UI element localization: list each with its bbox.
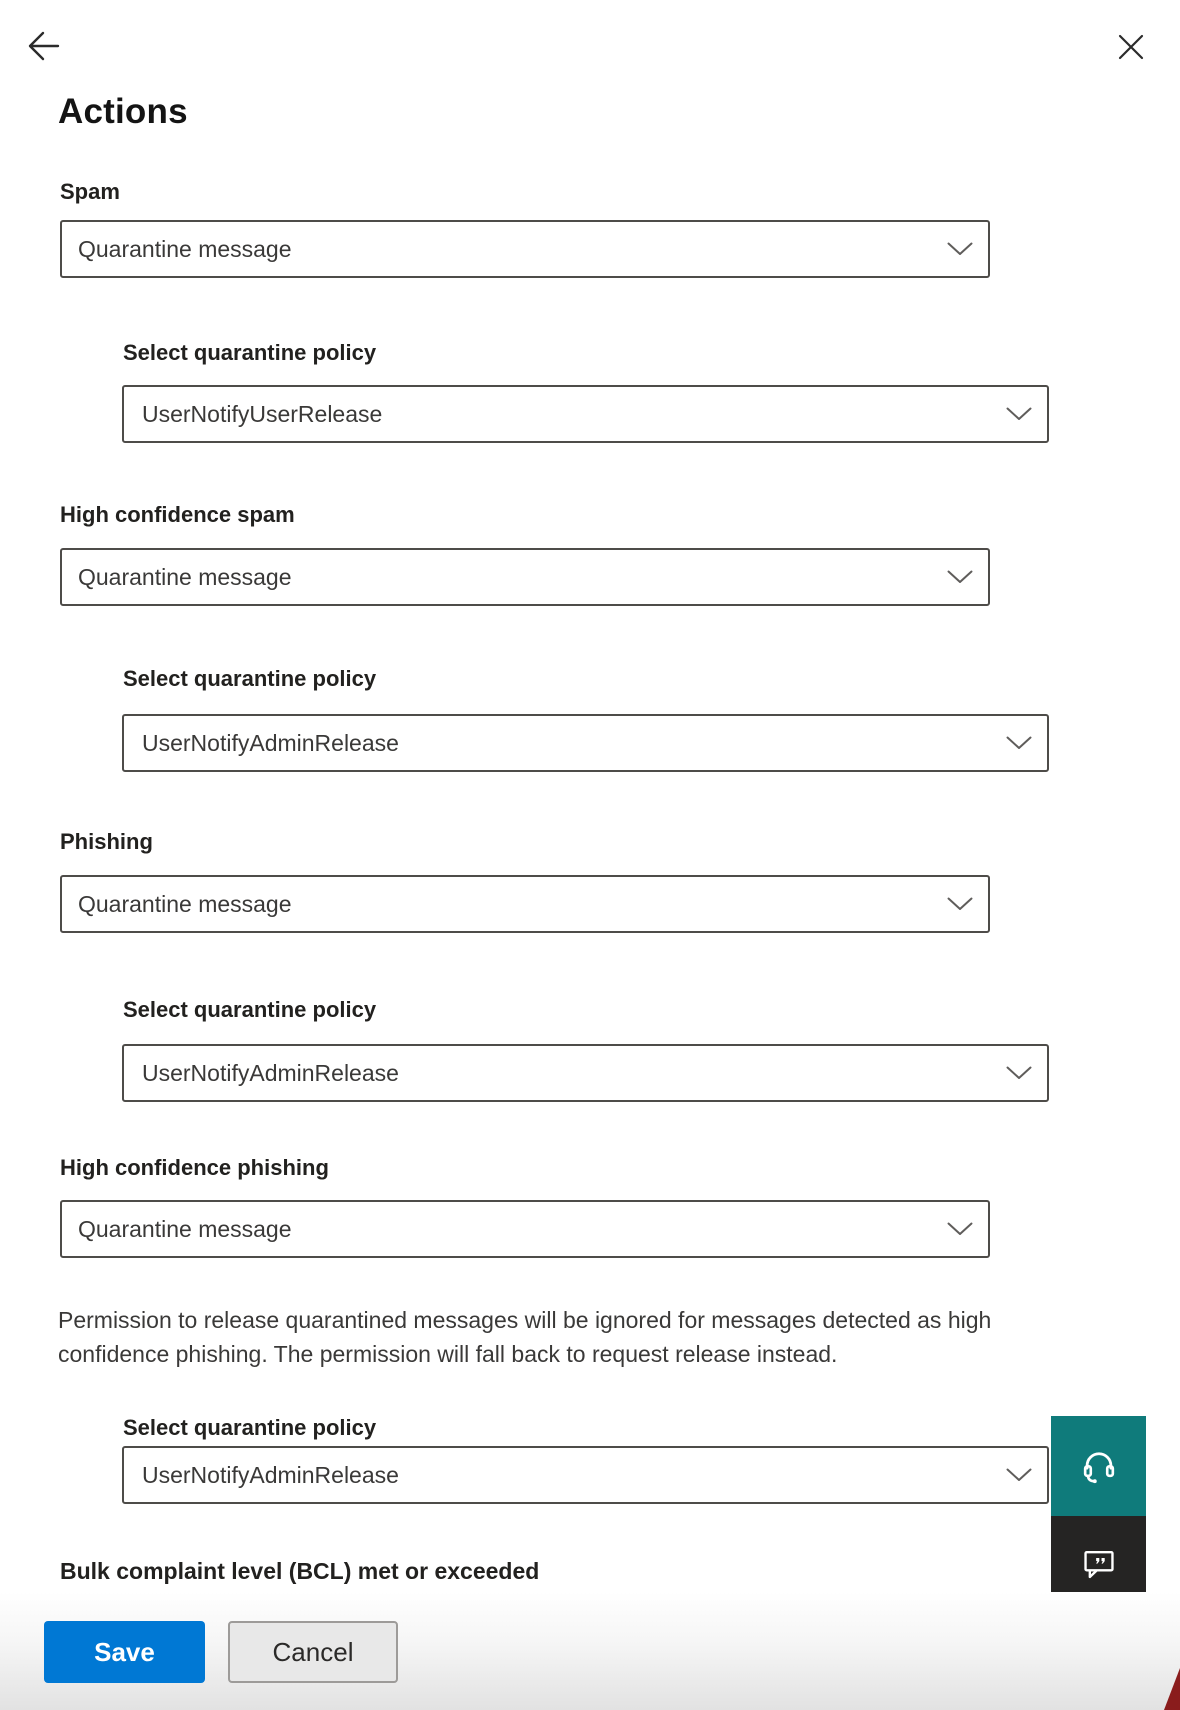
high-confidence-phishing-action-dropdown[interactable] xyxy=(60,1200,990,1258)
spam-policy-dropdown[interactable] xyxy=(122,385,1049,443)
dropdown-value: UserNotifyUserRelease xyxy=(142,400,383,427)
dropdown-value: UserNotifyAdminRelease xyxy=(142,729,399,756)
headset-icon xyxy=(1078,1445,1120,1487)
chevron-down-icon xyxy=(947,570,973,584)
chevron-down-icon xyxy=(947,1222,973,1236)
chevron-down-icon xyxy=(947,897,973,911)
section-label-spam: Spam xyxy=(60,179,120,204)
chevron-down-icon xyxy=(1006,407,1032,421)
section-label-high-confidence-spam: High confidence spam xyxy=(60,502,295,527)
dropdown-value: Quarantine message xyxy=(78,1215,292,1242)
spam-action-dropdown[interactable] xyxy=(60,220,990,278)
save-button[interactable]: Save xyxy=(44,1621,205,1683)
arrow-left-icon xyxy=(26,30,60,62)
chat-bubble-icon xyxy=(1080,1545,1118,1583)
chevron-down-icon xyxy=(1006,1468,1032,1482)
close-icon xyxy=(1118,34,1144,60)
policy-label: Select quarantine policy xyxy=(123,340,377,365)
chevron-down-icon xyxy=(947,242,973,256)
corner-decoration xyxy=(1164,1668,1180,1710)
high-confidence-spam-policy-dropdown[interactable] xyxy=(122,714,1049,772)
high-confidence-spam-action-dropdown[interactable] xyxy=(60,548,990,606)
section-label-phishing: Phishing xyxy=(60,829,153,854)
page-title: Actions xyxy=(58,92,188,131)
help-button[interactable] xyxy=(1051,1416,1146,1516)
policy-label: Select quarantine policy xyxy=(123,997,377,1022)
section-label-high-confidence-phishing: High confidence phishing xyxy=(60,1155,329,1180)
high-confidence-phishing-policy-dropdown[interactable] xyxy=(122,1446,1049,1504)
section-label-bulk-complaint-level: Bulk complaint level (BCL) met or exceeded xyxy=(60,1558,540,1584)
cancel-button[interactable]: Cancel xyxy=(228,1621,398,1683)
phishing-policy-dropdown[interactable] xyxy=(122,1044,1049,1102)
policy-label: Select quarantine policy xyxy=(123,1415,377,1440)
back-button[interactable] xyxy=(26,30,60,62)
footer-bar xyxy=(0,1592,1180,1710)
dropdown-value: Quarantine message xyxy=(78,890,292,917)
dropdown-value: UserNotifyAdminRelease xyxy=(142,1461,399,1488)
chevron-down-icon xyxy=(1006,1066,1032,1080)
phishing-action-dropdown[interactable] xyxy=(60,875,990,933)
dropdown-value: Quarantine message xyxy=(78,563,292,590)
high-confidence-phishing-note: Permission to release quarantined messages will be ignored for messages detected as high confidence phishing. The permission will fall back to request release instead. xyxy=(58,1307,992,1367)
policy-label: Select quarantine policy xyxy=(123,666,377,691)
close-button[interactable] xyxy=(1118,34,1144,60)
chevron-down-icon xyxy=(1006,736,1032,750)
dropdown-value: Quarantine message xyxy=(78,235,292,262)
dropdown-value: UserNotifyAdminRelease xyxy=(142,1059,399,1086)
